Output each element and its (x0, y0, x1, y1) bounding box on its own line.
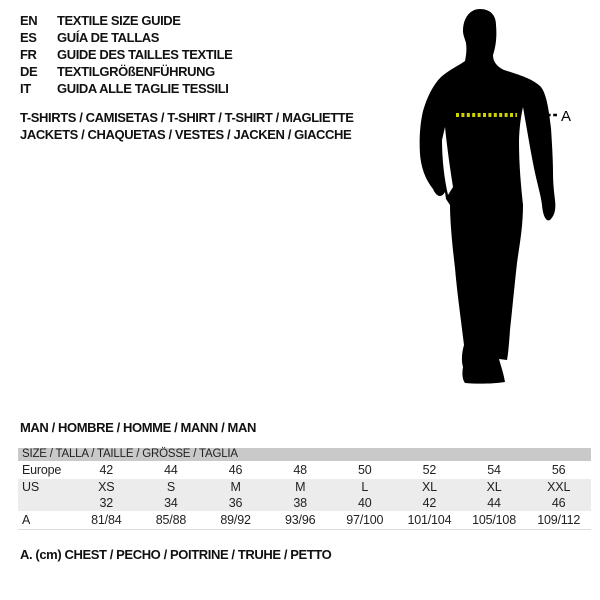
language-label: GUIDE DES TAILLES TEXTILE (57, 47, 233, 62)
size-table-header: SIZE / TALLA / TAILLE / GRÖSSE / TAGLIA (18, 448, 591, 461)
category-line-jackets: JACKETS / CHAQUETAS / VESTES / JACKEN / GIACCHE (20, 127, 352, 142)
size-cell: 38 (293, 496, 307, 510)
size-cell: XS (98, 480, 115, 494)
language-list (20, 12, 232, 97)
size-cell: M (295, 480, 306, 494)
size-cell: 34 (164, 496, 178, 510)
size-cell: 52 (422, 463, 437, 477)
language-label: TEXTILGRÖßENFÜHRUNG (57, 64, 215, 79)
footnote: A. (cm) CHEST / PECHO / POITRINE / TRUHE / PETTO (20, 547, 332, 562)
language-code: IT (20, 81, 31, 96)
size-cell: 56 (551, 463, 566, 477)
size-cell: 85/88 (155, 513, 187, 527)
size-cell: 32 (99, 496, 114, 510)
language-code: FR (20, 47, 37, 62)
size-cell: XXL (547, 480, 571, 494)
size-cell: 42 (99, 463, 114, 477)
language-row-fr (20, 46, 232, 63)
language-code: ES (20, 30, 37, 45)
size-cell: 50 (358, 463, 372, 477)
row-label: A (22, 513, 31, 527)
size-cell: 89/92 (220, 513, 251, 527)
category-list (20, 109, 354, 143)
man-silhouette-shape (420, 9, 556, 384)
table-row-chest-a (18, 511, 591, 529)
size-cell: 105/108 (472, 513, 516, 527)
size-cell: S (166, 480, 175, 494)
row-label: US (22, 480, 39, 494)
size-cell: 44 (164, 463, 178, 477)
size-cell: 109/112 (537, 513, 581, 527)
language-row-it (20, 80, 232, 97)
language-row-de (20, 63, 232, 80)
measure-label-a: A (561, 108, 572, 125)
table-row-europe (18, 461, 591, 479)
size-cell: 46 (551, 496, 566, 510)
category-line-tshirts: T-SHIRTS / CAMISETAS / T-SHIRT / T-SHIRT / MAGLIETTE (20, 110, 354, 125)
man-silhouette-image (400, 0, 590, 400)
size-cell: 97/100 (346, 513, 384, 527)
size-cell: 44 (487, 496, 501, 510)
size-table (18, 448, 591, 530)
size-cell: L (361, 480, 369, 494)
language-label: GUÍA DE TALLAS (57, 30, 160, 45)
language-code: EN (20, 13, 38, 28)
language-row-es (20, 29, 232, 46)
table-row-us-numeric (18, 495, 591, 511)
language-label: GUIDA ALLE TAGLIE TESSILI (57, 81, 229, 96)
table-row-us (18, 479, 591, 495)
size-cell: 40 (358, 496, 372, 510)
size-cell: XL (486, 480, 502, 494)
section-title: MAN / HOMBRE / HOMME / MANN / MAN (20, 420, 256, 435)
size-cell: 46 (228, 463, 243, 477)
size-cell: 36 (228, 496, 243, 510)
language-row-en (20, 12, 232, 29)
size-cell: XL (421, 480, 437, 494)
size-cell: 81/84 (91, 513, 122, 527)
size-cell: 42 (422, 496, 437, 510)
row-label: Europe (22, 463, 62, 477)
size-cell: 93/96 (285, 513, 316, 527)
size-cell: 54 (487, 463, 501, 477)
language-label: TEXTILE SIZE GUIDE (57, 13, 181, 28)
size-cell: M (230, 480, 241, 494)
size-cell: 48 (293, 463, 307, 477)
size-cell: 101/104 (407, 513, 452, 527)
language-code: DE (20, 64, 38, 79)
